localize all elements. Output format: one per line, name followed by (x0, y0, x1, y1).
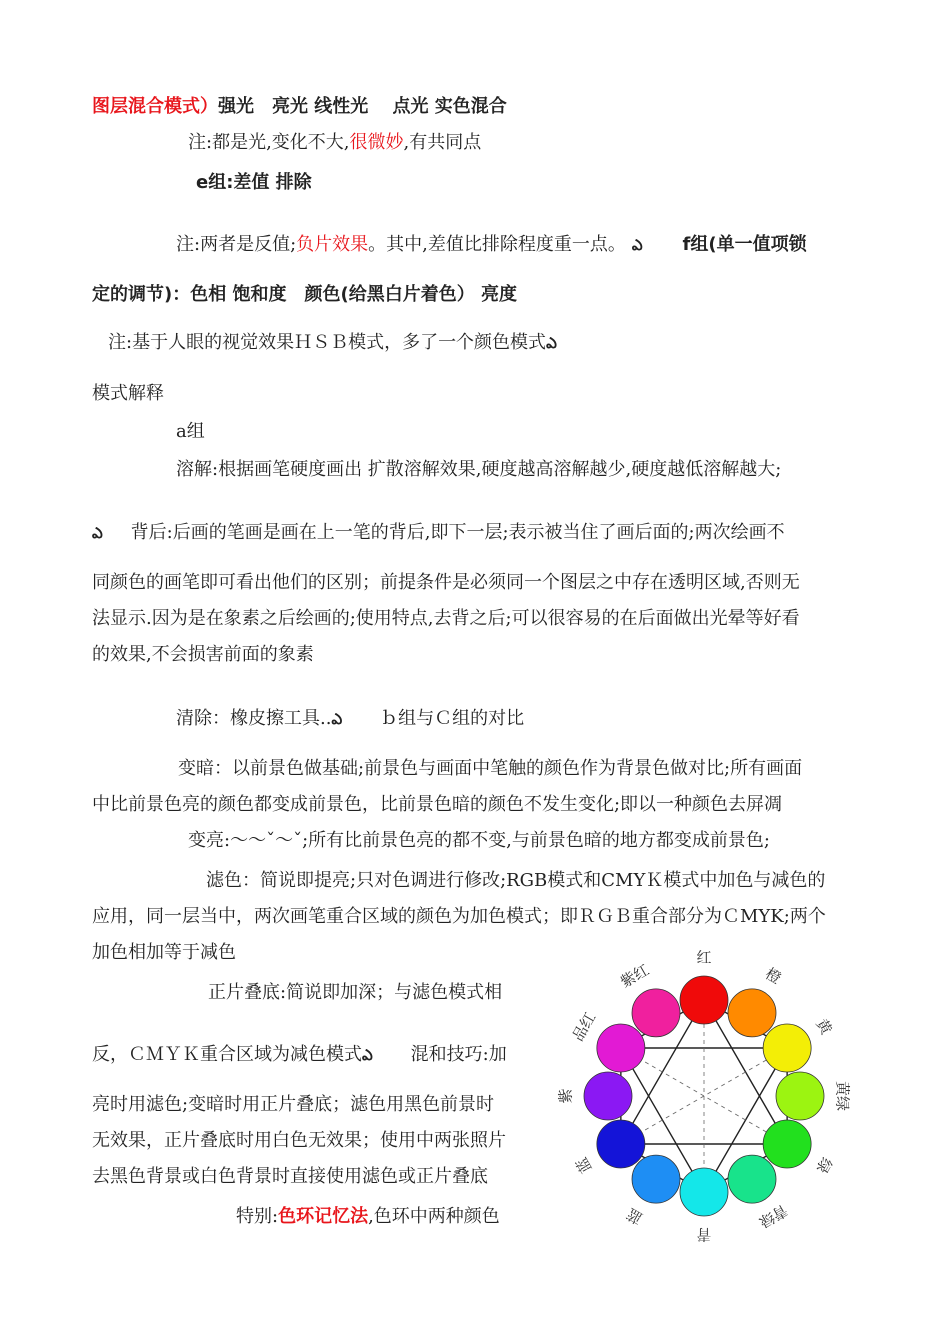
screen-text-2: 应用，同一层当中，两次画笔重合区域的颜色为加色模式；即ＲＧＢ重合部分为ＣMYK;两个 (92, 906, 826, 927)
color-circle-9 (584, 1072, 632, 1120)
wheel-label-5: 青绿 (755, 1200, 791, 1232)
line-10 (92, 520, 785, 546)
screen-text: 滤色：简说即提亮;只对色调进行修改;RGB模式和CMYＫ模式中加色与减色的 (206, 870, 826, 891)
bullet-symbol: ఎ (546, 334, 557, 352)
color-wheel-diagram (556, 938, 860, 1244)
color-wheel-method: 色环记忆法 (278, 1206, 369, 1227)
darken-text: 变暗：以前景色做基础;前景色与画面中笔触的颜色作为背景色做对比;所有画面 (178, 758, 803, 779)
blend-tips-4: 去黑色背景或白色背景时直接使用滤色或正片叠底 (92, 1166, 488, 1187)
light-modes-list: 强光 亮光 线性光 点光 实色混合 (218, 96, 507, 117)
behind-text: 背后:后画的笔画是画在上一笔的背后,即下一层;表示被当住了画后面的;两次绘画不 (130, 522, 785, 543)
section-title-mode-explanation: 模式解释 (92, 383, 164, 404)
color-circle-6 (680, 1168, 728, 1216)
behind-text-4: 的效果,不会损害前面的象素 (92, 644, 314, 665)
lighten-text: 变亮:～～ˇ～ˇ;所有比前景色亮的都不变,与前景色暗的地方都变成前景色; (188, 830, 770, 851)
color-circle-3 (776, 1072, 824, 1120)
bullet-symbol: ఎ (92, 524, 103, 542)
group-bc-compare: ｂ组与Ｃ组的对比 (380, 708, 525, 729)
wheel-label-0: 红 (696, 948, 712, 967)
note-text: 注:两者是反值; (176, 234, 297, 255)
note-text-end: 。其中,差值比排除程度重一点。 (368, 234, 626, 255)
color-circle-1 (728, 989, 776, 1037)
special-text: ,色环中两种颜色 (368, 1206, 500, 1227)
wheel-label-7: 蓝 (623, 1204, 646, 1228)
note-highlight: 负片效果 (296, 234, 369, 255)
color-circle-8 (597, 1120, 645, 1168)
line-14 (176, 706, 524, 732)
behind-text-2: 同颜色的画笔即可看出他们的区别；前提条件是必须同一个图层之中存在透明区域,否则无 (92, 572, 800, 593)
color-circle-2 (763, 1024, 811, 1072)
wheel-label-2: 黄 (812, 1015, 836, 1038)
line-22 (92, 1042, 507, 1068)
line-6 (108, 330, 557, 356)
color-circle-4 (763, 1120, 811, 1168)
note-highlight: 很微妙 (349, 132, 404, 153)
multiply-text: 正片叠底:简说即加深；与滤色模式相 (208, 982, 503, 1003)
color-circle-10 (597, 1024, 645, 1072)
line-1 (92, 94, 507, 120)
note-text-end: ,有共同点 (403, 132, 482, 153)
group-f-heading-cont: 定的调节)：色相 饱和度 颜色(给黑白片着色） 亮度 (92, 284, 517, 305)
wheel-label-4: 绿 (812, 1154, 836, 1177)
color-circle-5 (728, 1155, 776, 1203)
line-4 (176, 232, 807, 258)
group-a-label: a组 (176, 421, 205, 442)
wheel-label-11: 紫红 (617, 960, 653, 992)
color-circle-0 (680, 976, 728, 1024)
line-2 (188, 130, 481, 156)
clear-text: 清除：橡皮擦工具.. (176, 708, 332, 729)
group-e-heading: e组:差值 排除 (196, 172, 312, 193)
special-label: 特别: (236, 1206, 279, 1227)
blend-tips-2: 亮时用滤色;变暗时用正片叠底；滤色用黑色前景时 (92, 1094, 495, 1115)
screen-text-3: 加色相加等于减色 (92, 942, 236, 963)
color-circle-11 (632, 989, 680, 1037)
bullet-symbol: ఎ (631, 236, 643, 254)
wheel-label-3: 黄绿 (833, 1080, 852, 1112)
multiply-text-2: 反，ＣＭＹＫ重合区域为减色模式 (92, 1044, 362, 1065)
blend-tips-text: 混和技巧:加 (410, 1044, 507, 1065)
heading-layer-blend-modes: 图层混合模式） (92, 96, 218, 117)
wheel-label-9: 紫 (556, 1088, 575, 1104)
behind-text-3: 法显示.因为是在象素之后绘画的;使用特点,去背之后;可以很容易的在后面做出光晕等好看 (92, 608, 800, 629)
note-text: 注:都是光,变化不大, (188, 132, 350, 153)
bullet-symbol: ఎ (362, 1046, 373, 1064)
blend-tips-3: 无效果，正片叠底时用白色无效果；使用中两张照片 (92, 1130, 506, 1151)
wheel-label-10: 品红 (568, 1009, 600, 1045)
note-text: 注:基于人眼的视觉效果ＨＳＢ模式，多了一个颜色模式 (108, 332, 547, 353)
bullet-symbol: ఎ (331, 710, 343, 728)
dissolve-text: 溶解:根据画笔硬度画出 扩散溶解效果,硬度越高溶解越少,硬度越低溶解越大; (176, 459, 782, 480)
wheel-label-6: 青 (696, 1225, 712, 1244)
wheel-label-1: 橙 (762, 964, 785, 988)
line-26 (236, 1204, 500, 1230)
group-f-heading: f组(单一值项锁 (682, 234, 807, 255)
darken-text-2: 中比前景色亮的颜色都变成前景色，比前景色暗的颜色不发生变化;即以一种颜色去屏凋 (92, 794, 783, 815)
color-circle-7 (632, 1155, 680, 1203)
wheel-label-8: 蓝 (572, 1154, 596, 1177)
